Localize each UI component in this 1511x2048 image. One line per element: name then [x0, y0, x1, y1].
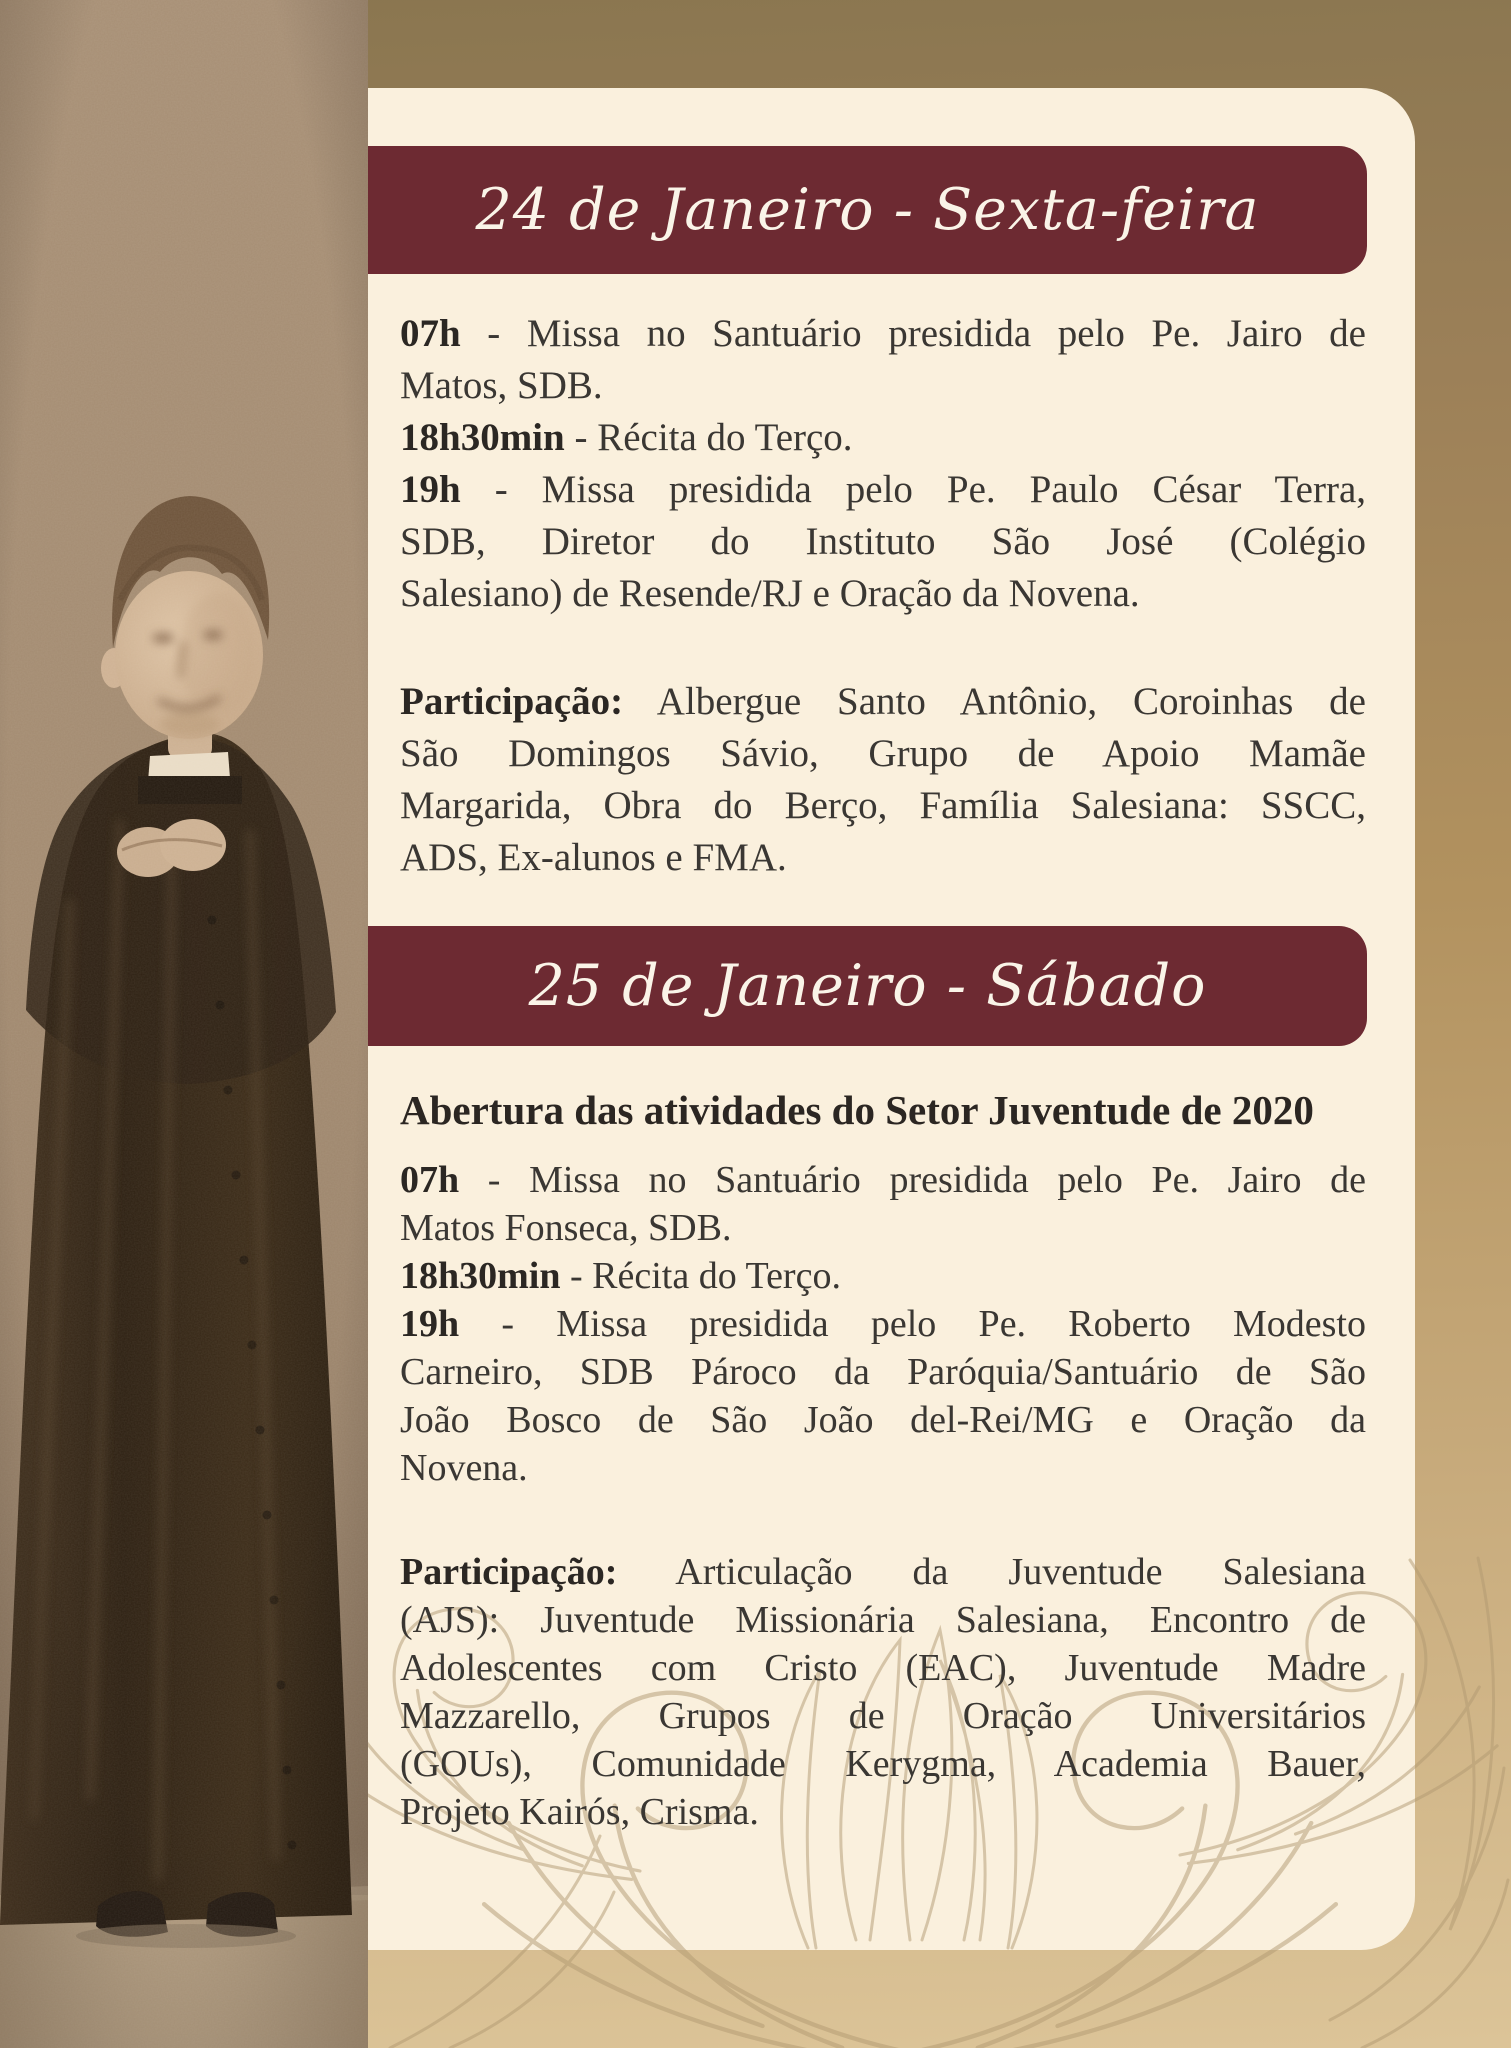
text-line: João Bosco de São João del-Rei/MG e Oração da [400, 1399, 1366, 1441]
text-line: Mazzarello, Grupos de Oração Universitários [400, 1695, 1366, 1737]
paragraph [400, 676, 1366, 884]
paragraph [400, 308, 1366, 412]
text-line: Carneiro, SDB Pároco da Paróquia/Santuário de São [400, 1351, 1366, 1393]
text-line: Matos, SDB. [400, 364, 603, 407]
text-line: 18h30min - Récita do Terço. [400, 416, 853, 459]
text-line: ADS, Ex-alunos e FMA. [400, 836, 787, 879]
text-line: 18h30min - Récita do Terço. [400, 1255, 841, 1297]
section-heading: Abertura das atividades do Setor Juventude de 2020 [400, 1087, 1314, 1133]
text-line: (GOUs), Comunidade Kerygma, Academia Bauer, [400, 1743, 1366, 1785]
paragraph [400, 1252, 1366, 1300]
text-line: 19h - Missa presidida pelo Pe. Paulo César Terra, [400, 468, 1366, 511]
paragraph [400, 1300, 1366, 1492]
text-line: 19h - Missa presidida pelo Pe. Roberto Modesto [400, 1303, 1366, 1345]
text-line: 07h - Missa no Santuário presidida pelo Pe. Jairo de [400, 1159, 1366, 1201]
text-line: Salesiano) de Resende/RJ e Oração da Novena. [400, 572, 1140, 615]
banner-title: 25 de Janeiro - Sábado [528, 953, 1207, 1019]
paragraph [400, 464, 1366, 620]
banner-title: 24 de Janeiro - Sexta-feira [475, 177, 1260, 243]
text-line: Participação: Albergue Santo Antônio, Coroinhas de [400, 680, 1366, 723]
paragraph [400, 1548, 1366, 1836]
text-line: Participação: Articulação da Juventude Salesiana [400, 1551, 1366, 1593]
text-line: Margarida, Obra do Berço, Família Salesiana: SSCC, [400, 784, 1366, 827]
text-line: Matos Fonseca, SDB. [400, 1207, 732, 1249]
text-line: São Domingos Sávio, Grupo de Apoio Mamãe [400, 732, 1366, 775]
text-line: Projeto Kairós, Crisma. [400, 1791, 759, 1833]
text-line: 07h - Missa no Santuário presidida pelo Pe. Jairo de [400, 312, 1366, 355]
participation-25-janeiro [400, 1548, 1366, 1836]
text-line: SDB, Diretor do Instituto São José (Colégio [400, 520, 1366, 563]
text-line: Adolescentes com Cristo (EAC), Juventude Madre [400, 1647, 1366, 1689]
don-bosco-photo [0, 0, 368, 2048]
banner-25-janeiro [368, 926, 1367, 1046]
participation-24-janeiro [400, 676, 1366, 884]
schedule-24-janeiro [400, 308, 1366, 620]
schedule-25-janeiro [400, 1156, 1366, 1492]
banner-24-janeiro [368, 146, 1367, 274]
paragraph [400, 1156, 1366, 1252]
text-line: (AJS): Juventude Missionária Salesiana, Encontro de [400, 1599, 1366, 1641]
paragraph [400, 412, 1366, 464]
text-line: Novena. [400, 1447, 528, 1489]
